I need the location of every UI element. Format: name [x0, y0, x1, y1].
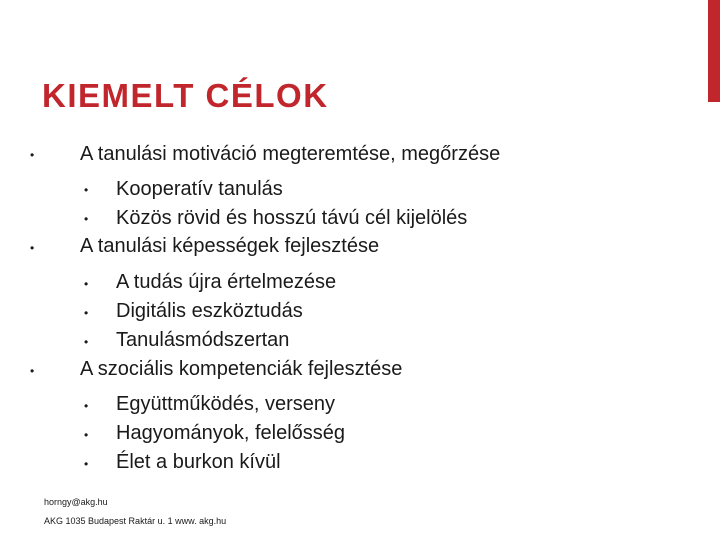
bullet-marker: • [30, 364, 35, 378]
bullet-marker: • [84, 457, 89, 471]
bullet-marker: • [84, 183, 89, 197]
list-item-level2: Digitális eszköztudás [116, 300, 303, 322]
bullet-marker: • [84, 428, 89, 442]
footer-address: AKG 1035 Budapest Raktár u. 1 www. akg.hu [44, 516, 227, 526]
list-item-level1: A tanulási motiváció megteremtése, megőrzése [80, 143, 501, 165]
list-item-level2: Együttműködés, verseny [116, 393, 335, 415]
slide-title: KIEMELT CÉLOK [42, 77, 329, 114]
bullet-marker: • [84, 335, 89, 349]
bullet-marker: • [30, 148, 35, 162]
bullet-marker: • [84, 277, 89, 291]
list-item-level2: A tudás újra értelmezése [116, 271, 337, 293]
bullet-marker: • [84, 212, 89, 226]
list-item-level2: Közös rövid és hosszú távú cél kijelölés [116, 207, 468, 229]
list-item-level1: A szociális kompetenciák fejlesztése [80, 358, 403, 380]
list-item-level2: Tanulásmódszertan [116, 329, 290, 351]
accent-bar-divider [708, 102, 720, 540]
bullet-marker: • [84, 399, 89, 413]
accent-bar [708, 0, 720, 102]
list-item-level2: Kooperatív tanulás [116, 178, 283, 200]
list-item-level2: Hagyományok, felelősség [116, 422, 346, 444]
bullet-marker: • [30, 241, 35, 255]
list-item-level1: A tanulási képességek fejlesztése [80, 235, 380, 257]
bullet-marker: • [84, 306, 89, 320]
footer-email: horngy@akg.hu [44, 497, 108, 507]
list-item-level2: Élet a burkon kívül [116, 451, 281, 473]
